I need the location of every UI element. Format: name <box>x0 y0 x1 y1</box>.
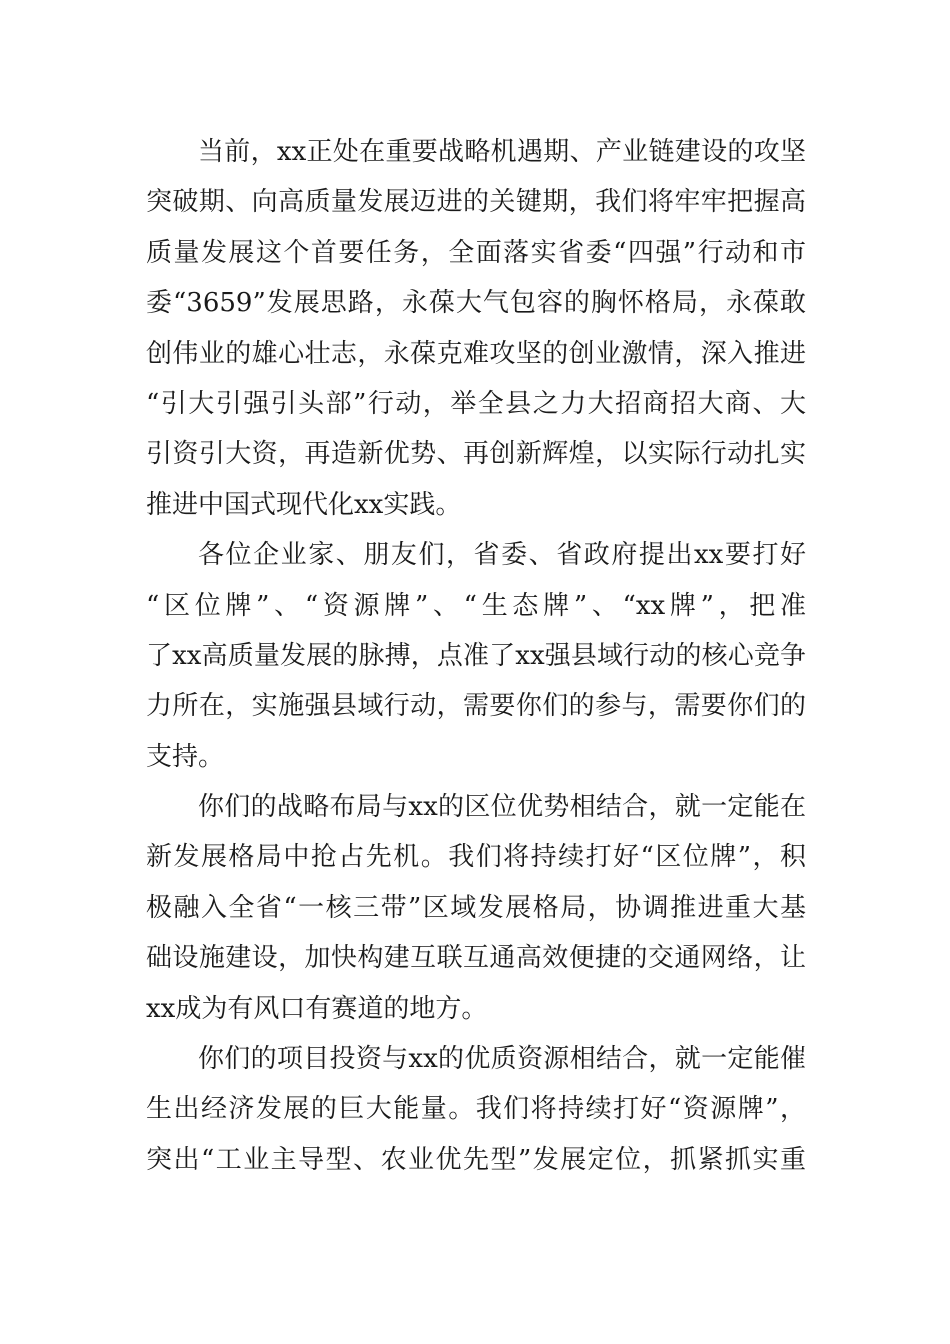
text-line: 推进中国式现代化xx实践。 <box>146 489 462 520</box>
text-line: 新发展格局中抢占先机。我们将持续打好“区位牌”，积 <box>146 842 806 873</box>
text-line: 支持。 <box>146 741 225 772</box>
text-line: 引资引大资，再造新优势、再创新辉煌，以实际行动扎实 <box>146 439 806 470</box>
text-line: 质量发展这个首要任务，全面落实省委“四强”行动和市 <box>146 237 806 268</box>
text-line: 突破期、向高质量发展迈进的关键期，我们将牢牢把握高 <box>146 187 806 218</box>
text-line: 当前，xx正处在重要战略机遇期、产业链建设的攻坚 <box>198 137 806 167</box>
text-line: 础设施建设，加快构建互联互通高效便捷的交通网络，让 <box>146 943 806 974</box>
text-line: 创伟业的雄心壮志，永葆克难攻坚的创业激情，深入推进 <box>146 338 806 369</box>
text-line: 了xx高质量发展的脉搏，点准了xx强县域行动的核心竞争 <box>146 640 806 671</box>
body-text <box>146 127 806 1185</box>
text-line: 委“3659”发展思路，永葆大气包容的胸怀格局，永葆敢 <box>146 288 806 319</box>
text-line: 生出经济发展的巨大能量。我们将持续打好“资源牌”， <box>146 1094 806 1125</box>
text-line: 各位企业家、朋友们，省委、省政府提出xx要打好 <box>198 540 806 571</box>
text-line: 你们的项目投资与xx的优质资源相结合，就一定能催 <box>198 1044 806 1075</box>
text-line: 你们的战略布局与xx的区位优势相结合，就一定能在 <box>198 792 806 823</box>
text-line: 突出“工业主导型、农业优先型”发展定位，抓紧抓实重 <box>146 1144 806 1175</box>
text-line: 力所在，实施强县域行动，需要你们的参与，需要你们的 <box>146 691 806 722</box>
text-line: xx成为有风口有赛道的地方。 <box>146 993 488 1024</box>
text-line: “引大引强引头部”行动，举全县之力大招商招大商、大 <box>146 388 806 419</box>
text-line: “区位牌”、“资源牌”、“生态牌”、“xx牌”，把准 <box>146 590 806 621</box>
text-line: 极融入全省“一核三带”区域发展格局，协调推进重大基 <box>146 892 806 923</box>
